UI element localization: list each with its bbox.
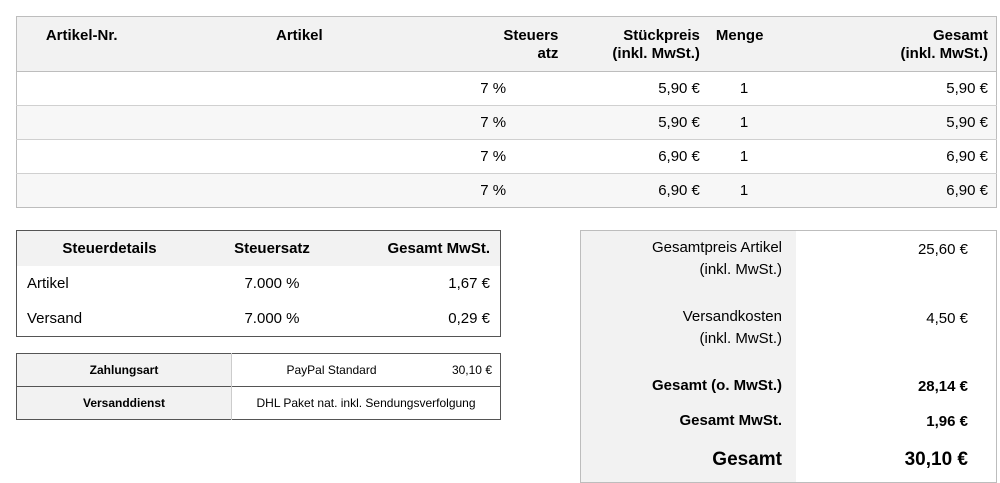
cell-steuersatz: 7 % [452, 140, 566, 174]
header-menge: Menge [708, 17, 810, 72]
table-row [17, 301, 501, 337]
table-row [17, 106, 997, 140]
cell-steuersatz: 7 % [452, 72, 566, 106]
header-gesamt-line1: Gesamt [932, 27, 988, 44]
zahlungsart-value: PayPal Standard [286, 363, 377, 377]
cell-gesamt: 6,90 € [810, 140, 996, 174]
zahlungsart-label: Zahlungsart [17, 354, 232, 387]
payment-row [17, 354, 501, 387]
header-steuersatz [452, 17, 566, 72]
gesamtpreis-label-line2: (inkl. MwSt.) [699, 261, 782, 278]
header-gesamt-mwst: Gesamt MwSt. [342, 231, 501, 267]
total-row-gesamt [581, 439, 997, 483]
tax-details-table [16, 230, 501, 337]
versanddienst-label: Versanddienst [17, 387, 232, 420]
cell-artikel-nr [17, 174, 147, 208]
versand-label [581, 300, 797, 369]
header-stueckpreis-line2: (inkl. MwSt.) [612, 45, 700, 62]
cell-steuersatz: 7 % [452, 174, 566, 208]
mwst-value: 1,96 € [926, 412, 968, 430]
tax-amount: 0,29 € [448, 310, 490, 327]
cell-gesamt: 5,90 € [810, 72, 996, 106]
header-steuersatz-line2: atz [537, 45, 559, 62]
header-stueckpreis-line1: Stückpreis [623, 27, 700, 44]
gesamtpreis-label-line1: Gesamtpreis Artikel [651, 239, 782, 256]
versand-label-line1: Versandkosten [682, 308, 782, 325]
cell-menge: 1 [708, 140, 810, 174]
tax-header-row [17, 231, 501, 267]
cell-artikel [146, 174, 452, 208]
cell-artikel-nr [17, 72, 147, 106]
zahlungsart-amount: 30,10 € [451, 363, 492, 377]
shipping-row [17, 387, 501, 420]
gesamtpreis-value: 25,60 € [917, 241, 968, 258]
cell-steuersatz: 7 % [452, 106, 566, 140]
totals-table [580, 230, 997, 483]
tax-label: Versand [27, 310, 83, 327]
table-row [17, 72, 997, 106]
cell-artikel-nr [17, 140, 147, 174]
netto-label: Gesamt (o. MwSt.) [581, 369, 797, 404]
payment-shipping-table [16, 353, 501, 420]
cell-menge: 1 [708, 72, 810, 106]
cell-artikel [146, 140, 452, 174]
header-steuersatz-detail: Steuersatz [202, 231, 342, 267]
total-row-netto [581, 369, 997, 404]
cell-menge: 1 [708, 174, 810, 208]
cell-artikel [146, 72, 452, 106]
gesamt-label: Gesamt [581, 439, 797, 483]
table-row [17, 174, 997, 208]
order-items-table [16, 16, 997, 208]
gesamt-value: 30,10 € [904, 449, 968, 470]
cell-artikel-nr [17, 106, 147, 140]
gesamtpreis-label [581, 231, 797, 301]
tax-amount: 1,67 € [448, 275, 490, 292]
header-steuerdetails: Steuerdetails [17, 231, 203, 267]
cell-stueckpreis: 6,90 € [566, 140, 708, 174]
table-row [17, 140, 997, 174]
cell-stueckpreis: 5,90 € [566, 72, 708, 106]
header-gesamt [810, 17, 996, 72]
versand-label-line2: (inkl. MwSt.) [699, 330, 782, 347]
header-artikel: Artikel [146, 17, 452, 72]
tax-label: Artikel [27, 275, 69, 292]
items-header-row [17, 17, 997, 72]
header-gesamt-line2: (inkl. MwSt.) [900, 45, 988, 62]
netto-value: 28,14 € [917, 377, 968, 395]
total-row-gesamtpreis [581, 231, 997, 301]
versand-value: 4,50 € [926, 310, 968, 327]
tax-rate: 7.000 % [244, 275, 300, 292]
header-artikel-nr: Artikel-Nr. [17, 17, 147, 72]
mwst-label: Gesamt MwSt. [581, 404, 797, 439]
header-steuersatz-line1: Steuers [503, 27, 559, 44]
cell-menge: 1 [708, 106, 810, 140]
total-row-versand [581, 300, 997, 369]
versanddienst-value: DHL Paket nat. inkl. Sendungsverfolgung [232, 387, 501, 420]
tax-rate: 7.000 % [244, 310, 300, 327]
cell-gesamt: 5,90 € [810, 106, 996, 140]
cell-artikel [146, 106, 452, 140]
total-row-mwst [581, 404, 997, 439]
cell-stueckpreis: 6,90 € [566, 174, 708, 208]
cell-gesamt: 6,90 € [810, 174, 996, 208]
header-stueckpreis [566, 17, 708, 72]
table-row [17, 266, 501, 301]
cell-stueckpreis: 5,90 € [566, 106, 708, 140]
